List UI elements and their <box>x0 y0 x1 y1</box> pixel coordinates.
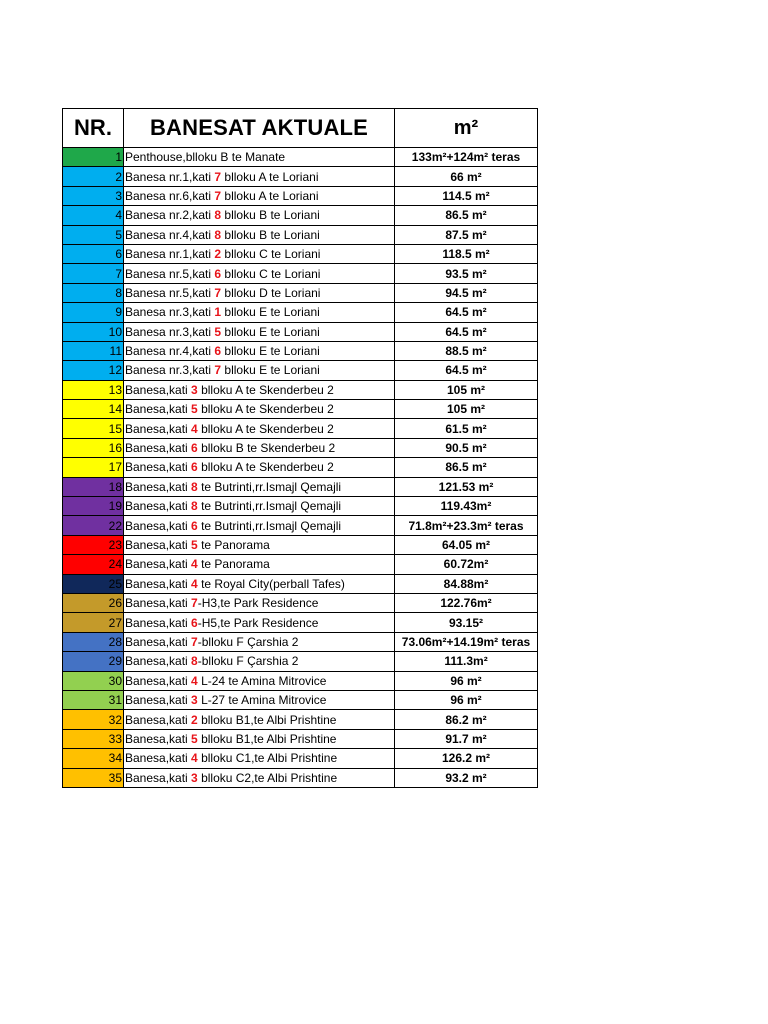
row-number: 24 <box>63 555 124 574</box>
area-value: 91.7 m² <box>395 729 538 748</box>
description-prefix: Banesa,kati <box>125 596 192 611</box>
floor-number: 3 <box>191 770 198 785</box>
description-prefix: Banesa,kati <box>125 538 192 552</box>
apartment-description <box>124 458 395 477</box>
description-prefix: Banesa,kati <box>125 673 192 688</box>
area-value: 121.53 m² <box>395 477 538 496</box>
apartment-description <box>124 400 395 419</box>
floor-number: 7 <box>191 634 198 649</box>
apartment-description <box>124 322 395 341</box>
area-value: 64.5 m² <box>395 322 538 341</box>
floor-number: 6 <box>214 344 222 359</box>
row-number: 31 <box>63 690 124 709</box>
row-number: 16 <box>63 438 124 457</box>
area-value: 84.88m² <box>395 574 538 593</box>
table-row <box>63 419 538 438</box>
row-number: 7 <box>63 264 124 283</box>
description-suffix: te Panorama <box>197 538 270 552</box>
floor-number: 6 <box>191 460 198 475</box>
table-row <box>63 497 538 516</box>
row-number: 13 <box>63 380 124 399</box>
description-prefix: Banesa,kati <box>125 518 192 533</box>
description-prefix: Banesa,kati <box>125 654 192 669</box>
apartment-description <box>124 574 395 593</box>
area-value: 126.2 m² <box>395 749 538 768</box>
area-value: 93.5 m² <box>395 264 538 283</box>
table-row <box>63 167 538 186</box>
table-row <box>63 652 538 671</box>
row-number: 12 <box>63 361 124 380</box>
table-row <box>63 768 538 787</box>
table-row <box>63 690 538 709</box>
header-area: m² <box>395 109 538 148</box>
floor-number: 5 <box>191 402 198 417</box>
apartment-description <box>124 148 395 167</box>
description-prefix: Banesa,kati <box>125 479 192 494</box>
table-row <box>63 225 538 244</box>
row-number: 29 <box>63 652 124 671</box>
floor-number: 2 <box>214 247 222 262</box>
floor-number: 6 <box>214 266 222 281</box>
description-prefix: Banesa,kati <box>125 615 192 630</box>
row-number: 9 <box>63 303 124 322</box>
row-number: 10 <box>63 322 124 341</box>
description-suffix: te Royal City(perball Tafes) <box>197 576 345 591</box>
row-number: 1 <box>63 148 124 167</box>
area-value: 96 m² <box>395 671 538 690</box>
description-suffix: blloku A te Skenderbeu 2 <box>197 402 334 417</box>
description-suffix: blloku D te Loriani <box>221 285 321 300</box>
description-suffix: L-24 te Amina Mitrovice <box>197 673 327 688</box>
apartment-description <box>124 303 395 322</box>
apartment-description <box>124 438 395 457</box>
description-prefix: Banesa,kati <box>125 770 192 785</box>
table-row <box>63 535 538 554</box>
description-suffix: blloku B te Skenderbeu 2 <box>197 441 336 456</box>
apartment-description <box>124 186 395 205</box>
area-value: 86.5 m² <box>395 458 538 477</box>
description-prefix: Banesa,kati <box>125 712 192 727</box>
apartment-description <box>124 613 395 632</box>
row-number: 5 <box>63 225 124 244</box>
floor-number: 6 <box>191 518 198 533</box>
table-row <box>63 574 538 593</box>
description-suffix: -blloku F Çarshia 2 <box>197 634 299 649</box>
description-prefix: Banesa nr.5,kati <box>125 266 215 281</box>
floor-number: 4 <box>191 421 198 436</box>
description-prefix: Penthouse,blloku B te Manate <box>125 150 286 165</box>
apartment-description <box>124 516 395 535</box>
table-row <box>63 749 538 768</box>
area-value: 61.5 m² <box>395 419 538 438</box>
row-number: 35 <box>63 768 124 787</box>
row-number: 33 <box>63 729 124 748</box>
description-suffix: blloku C1,te Albi Prishtine <box>197 751 338 766</box>
apartment-description <box>124 283 395 302</box>
row-number: 17 <box>63 458 124 477</box>
floor-number: 5 <box>191 538 198 552</box>
apartment-description <box>124 555 395 574</box>
row-number: 25 <box>63 574 124 593</box>
description-prefix: Banesa,kati <box>125 693 192 708</box>
table-row <box>63 438 538 457</box>
row-number: 11 <box>63 341 124 360</box>
description-suffix: te Butrinti,rr.Ismajl Qemajli <box>197 499 342 514</box>
row-number: 3 <box>63 186 124 205</box>
apartment-description <box>124 167 395 186</box>
area-value: 105 m² <box>395 400 538 419</box>
table-row <box>63 729 538 748</box>
description-prefix: Banesa,kati <box>125 382 192 397</box>
description-prefix: Banesa nr.6,kati <box>125 188 215 203</box>
row-number: 23 <box>63 535 124 554</box>
description-suffix: blloku A te Loriani <box>221 188 319 203</box>
description-suffix: blloku B te Loriani <box>221 227 320 242</box>
description-prefix: Banesa,kati <box>125 441 192 456</box>
description-suffix: te Butrinti,rr.Ismajl Qemajli <box>197 479 342 494</box>
description-suffix: te Panorama <box>197 557 270 572</box>
row-number: 14 <box>63 400 124 419</box>
table-row <box>63 400 538 419</box>
description-prefix: Banesa nr.3,kati <box>125 305 215 320</box>
floor-number: 8 <box>191 479 198 494</box>
apartment-description <box>124 419 395 438</box>
apartment-description <box>124 264 395 283</box>
area-value: 122.76m² <box>395 593 538 612</box>
description-prefix: Banesa nr.3,kati <box>125 324 215 339</box>
area-value: 73.06m²+14.19m² teras <box>395 632 538 651</box>
floor-number: 6 <box>191 615 198 630</box>
apartment-description <box>124 206 395 225</box>
table-row <box>63 671 538 690</box>
floor-number: 4 <box>191 751 198 766</box>
description-suffix: blloku B1,te Albi Prishtine <box>197 731 337 746</box>
description-suffix: blloku B te Loriani <box>221 208 320 223</box>
row-number: 18 <box>63 477 124 496</box>
area-value: 87.5 m² <box>395 225 538 244</box>
table-row <box>63 593 538 612</box>
table-row <box>63 206 538 225</box>
row-number: 15 <box>63 419 124 438</box>
row-number: 6 <box>63 244 124 263</box>
apartment-description <box>124 652 395 671</box>
floor-number: 8 <box>191 499 198 514</box>
table-row <box>63 613 538 632</box>
description-suffix: -blloku F Çarshia 2 <box>197 654 299 669</box>
table-row <box>63 264 538 283</box>
floor-number: 8 <box>214 227 222 242</box>
apartment-description <box>124 632 395 651</box>
row-number: 28 <box>63 632 124 651</box>
floor-number: 7 <box>191 596 198 611</box>
table-row <box>63 555 538 574</box>
area-value: 133m²+124m² teras <box>395 148 538 167</box>
description-prefix: Banesa,kati <box>125 499 192 514</box>
area-value: 60.72m² <box>395 555 538 574</box>
area-value: 64.5 m² <box>395 361 538 380</box>
description-prefix: Banesa nr.2,kati <box>125 208 215 223</box>
table-row <box>63 361 538 380</box>
description-prefix: Banesa nr.1,kati <box>125 247 215 262</box>
floor-number: 4 <box>191 673 198 688</box>
apartment-description <box>124 671 395 690</box>
description-prefix: Banesa,kati <box>125 421 192 436</box>
floor-number: 2 <box>191 712 198 727</box>
floor-number: 7 <box>214 285 222 300</box>
description-suffix: blloku E te Loriani <box>221 363 320 378</box>
description-suffix: blloku A te Skenderbeu 2 <box>197 382 334 397</box>
area-value: 96 m² <box>395 690 538 709</box>
description-suffix: blloku B1,te Albi Prishtine <box>197 712 337 727</box>
floor-number: 4 <box>191 576 198 591</box>
description-suffix: blloku E te Loriani <box>221 305 320 320</box>
floor-number: 8 <box>214 208 222 223</box>
table-row <box>63 322 538 341</box>
table-row <box>63 458 538 477</box>
row-number: 32 <box>63 710 124 729</box>
area-value: 88.5 m² <box>395 341 538 360</box>
description-prefix: Banesa,kati <box>125 731 192 746</box>
row-number: 34 <box>63 749 124 768</box>
apartment-description <box>124 477 395 496</box>
floor-number: 7 <box>214 188 222 203</box>
description-suffix: blloku A te Skenderbeu 2 <box>197 421 334 436</box>
description-suffix: te Butrinti,rr.Ismajl Qemajli <box>197 518 342 533</box>
apartment-description <box>124 341 395 360</box>
row-number: 30 <box>63 671 124 690</box>
area-value: 64.05 m² <box>395 535 538 554</box>
row-number: 2 <box>63 167 124 186</box>
row-number: 22 <box>63 516 124 535</box>
description-suffix: blloku E te Loriani <box>221 324 320 339</box>
description-suffix: blloku C te Loriani <box>221 266 321 281</box>
area-value: 86.5 m² <box>395 206 538 225</box>
area-value: 114.5 m² <box>395 186 538 205</box>
description-prefix: Banesa nr.4,kati <box>125 344 215 359</box>
table-row <box>63 710 538 729</box>
apartment-description <box>124 710 395 729</box>
row-number: 4 <box>63 206 124 225</box>
table-row <box>63 632 538 651</box>
floor-number: 5 <box>191 731 198 746</box>
table-row <box>63 516 538 535</box>
apartment-description <box>124 361 395 380</box>
row-number: 26 <box>63 593 124 612</box>
table-row <box>63 477 538 496</box>
row-number: 27 <box>63 613 124 632</box>
description-suffix: -H5,te Park Residence <box>197 615 319 630</box>
table-row <box>63 244 538 263</box>
description-prefix: Banesa nr.4,kati <box>125 227 215 242</box>
row-number: 8 <box>63 283 124 302</box>
area-value: 64.5 m² <box>395 303 538 322</box>
area-value: 93.2 m² <box>395 768 538 787</box>
description-suffix: blloku A te Loriani <box>221 169 319 184</box>
table-row <box>63 380 538 399</box>
area-value: 71.8m²+23.3m² teras <box>395 516 538 535</box>
table-row <box>63 283 538 302</box>
description-suffix: blloku E te Loriani <box>221 344 320 359</box>
apartment-description <box>124 749 395 768</box>
apartment-description <box>124 729 395 748</box>
apartment-description <box>124 497 395 516</box>
description-suffix: blloku C2,te Albi Prishtine <box>197 770 338 785</box>
description-suffix: L-27 te Amina Mitrovice <box>197 693 327 708</box>
floor-number: 6 <box>191 441 198 456</box>
apartment-description <box>124 593 395 612</box>
apartments-table <box>62 108 538 788</box>
description-suffix: blloku A te Skenderbeu 2 <box>197 460 334 475</box>
floor-number: 7 <box>214 363 222 378</box>
floor-number: 7 <box>214 169 222 184</box>
row-number: 19 <box>63 497 124 516</box>
table-body <box>63 148 538 788</box>
area-value: 90.5 m² <box>395 438 538 457</box>
area-value: 118.5 m² <box>395 244 538 263</box>
floor-number: 1 <box>214 305 222 320</box>
header-row <box>63 109 538 148</box>
table-row <box>63 341 538 360</box>
description-prefix: Banesa,kati <box>125 557 192 572</box>
description-prefix: Banesa,kati <box>125 751 192 766</box>
description-prefix: Banesa,kati <box>125 460 192 475</box>
description-prefix: Banesa nr.1,kati <box>125 169 215 184</box>
description-prefix: Banesa,kati <box>125 576 192 591</box>
table-row <box>63 148 538 167</box>
description-prefix: Banesa nr.3,kati <box>125 363 215 378</box>
area-value: 93.15² <box>395 613 538 632</box>
floor-number: 5 <box>214 324 222 339</box>
header-nr: NR. <box>63 109 124 148</box>
apartment-description <box>124 690 395 709</box>
apartment-description <box>124 535 395 554</box>
floor-number: 8 <box>191 654 198 669</box>
floor-number: 3 <box>191 382 198 397</box>
apartment-description <box>124 380 395 399</box>
area-value: 111.3m² <box>395 652 538 671</box>
apartment-description <box>124 768 395 787</box>
description-prefix: Banesa nr.5,kati <box>125 285 215 300</box>
description-suffix: -H3,te Park Residence <box>197 596 319 611</box>
floor-number: 3 <box>191 693 198 708</box>
table-row <box>63 303 538 322</box>
floor-number: 4 <box>191 557 198 572</box>
description-suffix: blloku C te Loriani <box>221 247 321 262</box>
area-value: 119.43m² <box>395 497 538 516</box>
description-prefix: Banesa,kati <box>125 402 192 417</box>
area-value: 105 m² <box>395 380 538 399</box>
apartment-description <box>124 244 395 263</box>
apartment-description <box>124 225 395 244</box>
area-value: 94.5 m² <box>395 283 538 302</box>
area-value: 66 m² <box>395 167 538 186</box>
table-row <box>63 186 538 205</box>
area-value: 86.2 m² <box>395 710 538 729</box>
header-name: BANESAT AKTUALE <box>124 109 395 148</box>
description-prefix: Banesa,kati <box>125 634 192 649</box>
